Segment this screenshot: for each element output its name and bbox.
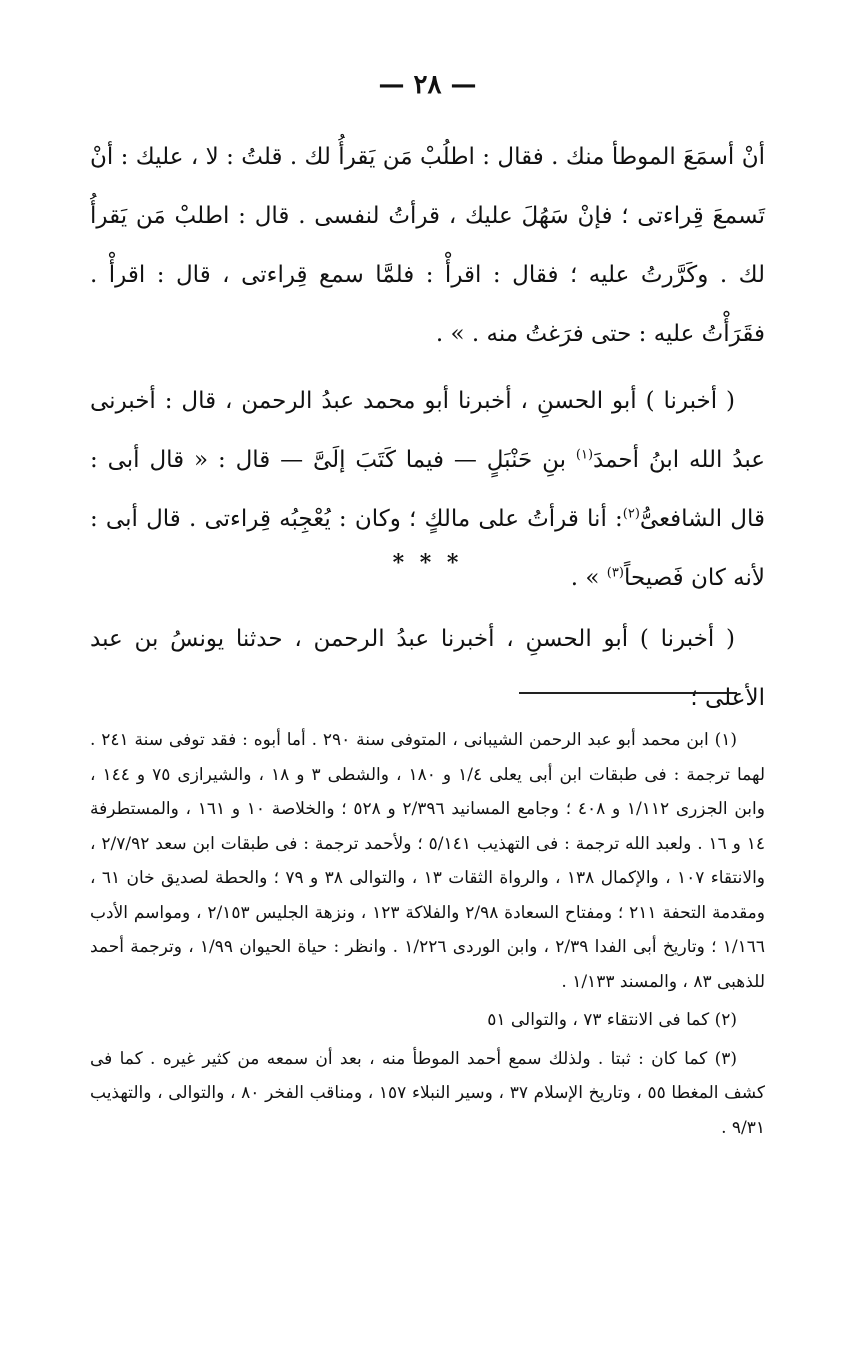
footnote-divider [519, 692, 737, 694]
footnote-1: (١) ابن محمد أبو عبد الرحمن الشيبانى ، المتوفى سنة ٢٩٠ . أما أبوه : فقد توفى سنة ٢٤١ . لهما ترجمة : فى طبقات ابن أبى يعلى ١/٤ و ١٨٠ ، والشطى ٣ و ١٨ ، والشيرازى ٧٥ و ١٤٤ ، وابن الجزرى ١/١١٢ و ٤٠٨ ؛ وجامع المسانيد ٢/٣٩٦ و ٥٢٨ ؛ والخلاصة ١٠ و ١٦١ ، والمستطرفة ١٤ و ١٦ . ولعبد الله ترجمة : فى التهذيب ٥/١٤١ ؛ ولأحمد ترجمة : فى طبقات ابن سعد ٢/٧/٩٢ ، والانتقاء ١٠٧ ، والإكمال ١٣٨ ، والرواة الثقات ١٣ ، والتوالى ٣٨ و ٧٩ ؛ والحطة لصديق خان ٦١ ، ومقدمة التحفة ٢١١ ؛ ومفتاح السعادة ٢/٩٨ والفلاكة ١٢٣ ، ونزهة الجليس ٢/١٥٣ ، ومواسم الأدب ١/١٦٦ ؛ وتاريخ أبى الفدا ٢/٣٩ ، وابن الوردى ١/٢٢٦ . وانظر : حياة الحيوان ١/٩٩ ، وترجمة أحمد للذهبى ٨٣ ، والمسند ١/١٣٣ . [90, 730, 766, 992]
footnote-ref-1: (١) [575, 447, 594, 463]
paragraph-2-part-c: : أنا قرأتُ على مالكٍ ؛ وكان : يُعْجِبُه قِراءتى . قال أبى : لأنه كان فَصيحاً [90, 506, 765, 591]
footnote-ref-2: (٢) [622, 506, 640, 522]
footnote-3: (٣) كما كان : ثبتا . ولذلك سمع أحمد الموطأ منه ، بعد أن سمعه من كثير غيره . كما فى كشف المغطا ٥٥ ، وتاريخ الإسلام ٣٧ ، وسير النبلاء ١٥٧ ، ومناقب الفخر ٨٠ ، والتوالى ، والتهذيب ٩/٣١ . [90, 1048, 765, 1138]
paragraph-2-part-a: ( أخبرنا ) أبو الحسنِ ، أخبرنا أبو محمد عبدُ الرحمن ، قال : أخبرنى عبدُ الله ابنُ أحمدَ [90, 388, 765, 473]
footnote-ref-3: (٣) [606, 565, 624, 581]
section-separator: * * * [392, 550, 463, 576]
footnotes [90, 723, 765, 1149]
footnote-2: (٢) كما فى الانتقاء ٧٣ ، والتوالى ٥١ [487, 1010, 737, 1030]
paragraph-1: أنْ أسمَعَ الموطأ منك . فقال : اطلُبْ مَن يَقرأُ لك . قلتُ : لا ، عليك : أنْ تَسمعَ قِراءتى ؛ فإنْ سَهُلَ عليك ، قرأتُ لنفسى . قال : اطلبْ مَن يَقرأُ لك . وكَرَّرتُ عليه ؛ فقال : اقرأْ : فلمَّا سمع قِراءتى ، قال : اقرأْ . فقَرَأْتُ عليه : حتى فرَغتُ منه . » . [90, 144, 765, 347]
main-text [90, 128, 765, 608]
paragraph-3: ( أخبرنا ) أبو الحسنِ ، أخبرنا عبدُ الرحمن ، حدثنا يونسُ بن عبد الأعلى ؛ [90, 626, 765, 711]
paragraph-2-part-b: بنِ حَنْبَلٍ — فيما كَتَبَ إلَىَّ — قال : « قال أبى : قال الشافعىُّ [90, 447, 765, 532]
page-number: — ٢٨ — [378, 70, 477, 100]
paragraph-2-part-d: » . [570, 565, 607, 591]
